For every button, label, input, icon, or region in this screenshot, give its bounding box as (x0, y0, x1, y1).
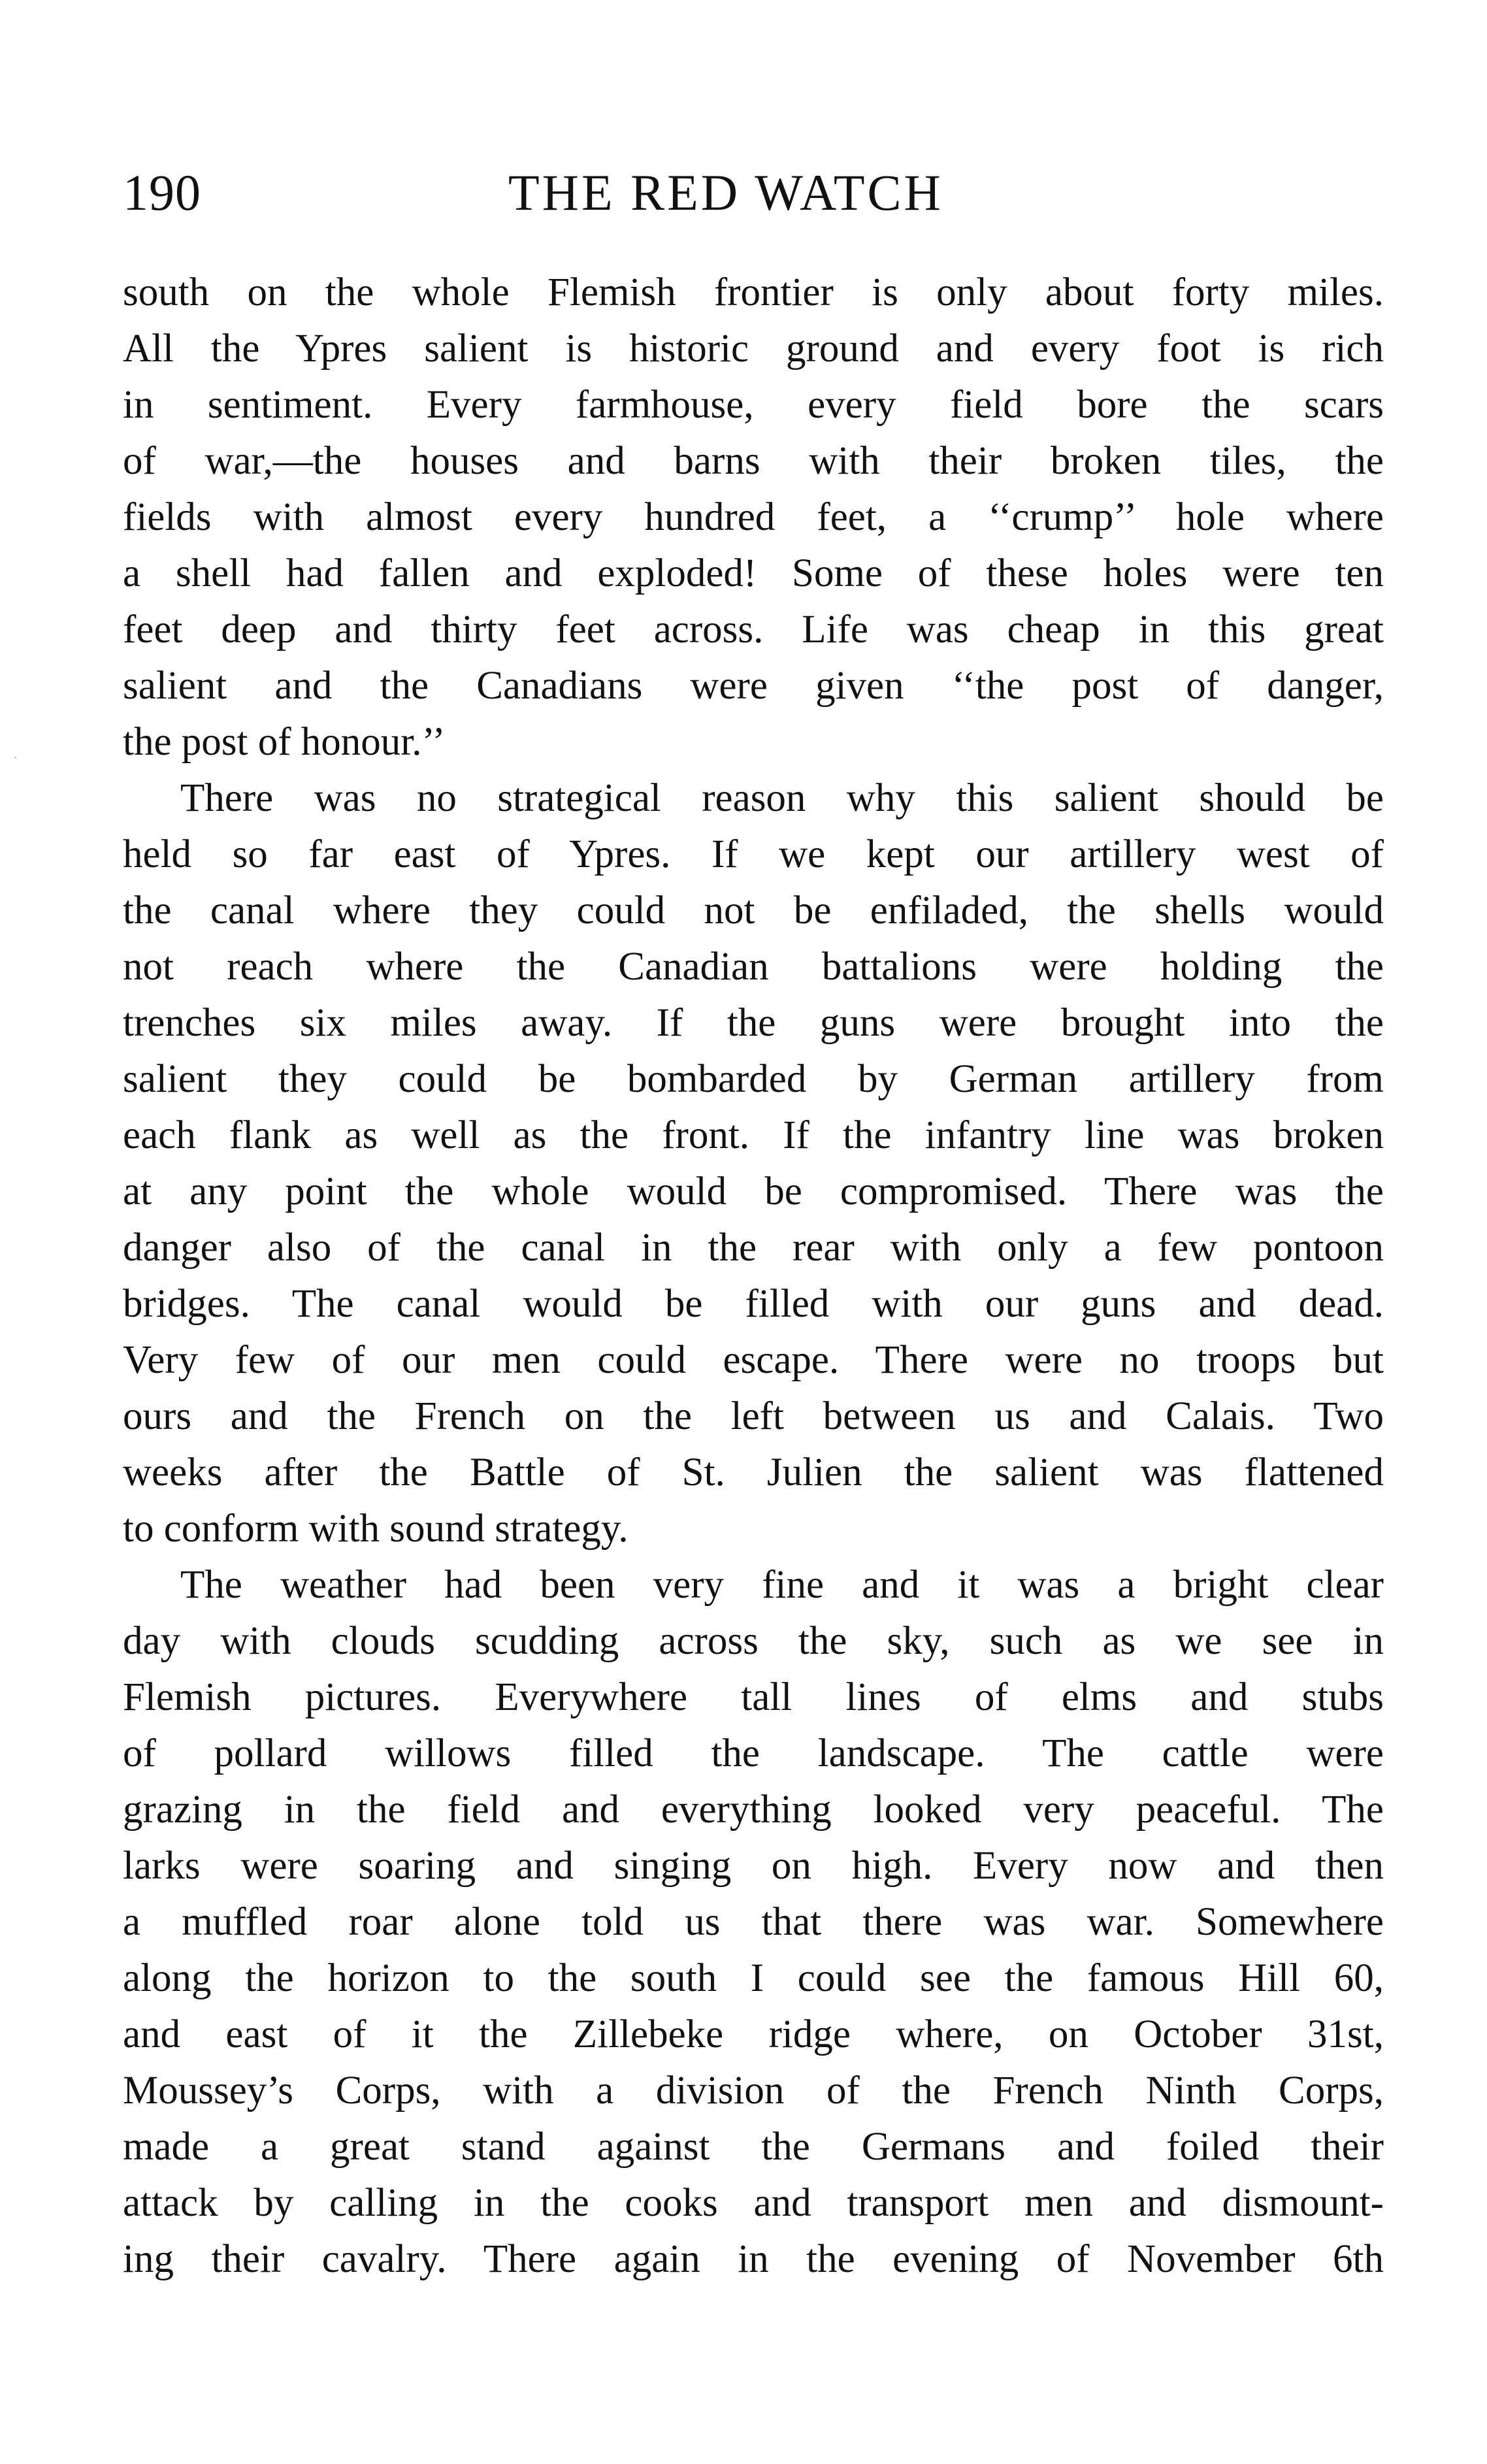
text-line: a shell had fallen and exploded! Some of these holes were ten (123, 551, 1384, 595)
text-line: not reach where the Canadian battalions were holding the (123, 945, 1384, 989)
paragraph-1 (123, 265, 1384, 770)
text-line: attack by calling in the cooks and transport men and dismount- (123, 2181, 1384, 2225)
text-line: feet deep and thirty feet across. Life was cheap in this great (123, 608, 1384, 651)
text-line: day with clouds scudding across the sky, such as we see in (123, 1619, 1384, 1663)
text-line: of war,—the houses and barns with their broken tiles, the (123, 439, 1384, 483)
text-line: ours and the French on the left between us and Calais. Two (123, 1394, 1384, 1438)
text-line: fields with almost every hundred feet, a ‘‘crump’’ hole where (123, 495, 1384, 539)
text-line: danger also of the canal in the rear with only a few pontoon (123, 1226, 1384, 1270)
text-line: Flemish pictures. Everywhere tall lines of elms and stubs (123, 1675, 1384, 1719)
text-line: the post of honour.’’ (123, 720, 446, 764)
text-line: and east of it the Zillebeke ridge where, on October 31st, (123, 2012, 1384, 2056)
text-line: larks were soaring and singing on high. Every now and then (123, 1844, 1384, 1888)
running-head: THE RED WATCH (508, 164, 943, 221)
text-line: There was no strategical reason why this salient should be (180, 776, 1384, 820)
text-line: south on the whole Flemish frontier is only about forty miles. (123, 271, 1384, 314)
body-text (123, 265, 1384, 2288)
text-line: Very few of our men could escape. There were no troops but (123, 1338, 1384, 1382)
text-line: of pollard willows filled the landscape. The cattle were (123, 1732, 1384, 1775)
text-line: grazing in the field and everything looked very peaceful. The (123, 1788, 1384, 1832)
text-line: in sentiment. Every farmhouse, every field bore the scars (123, 383, 1384, 427)
margin-speck (14, 757, 16, 759)
paragraph-3 (123, 1557, 1384, 2288)
text-line: salient and the Canadians were given ‘‘the post of danger, (123, 664, 1384, 708)
page-number: 190 (123, 164, 201, 221)
text-line: bridges. The canal would be filled with our guns and dead. (123, 1282, 1384, 1326)
text-line: a muffled roar alone told us that there was war. Somewhere (123, 1900, 1384, 1944)
text-line: ing their cavalry. There again in the evening of November 6th (123, 2237, 1384, 2281)
text-line: trenches six miles away. If the guns were brought into the (123, 1001, 1384, 1045)
text-line: salient they could be bombarded by German artillery from (123, 1057, 1384, 1101)
text-line: along the horizon to the south I could see the famous Hill 60, (123, 1956, 1384, 2000)
text-line: held so far east of Ypres. If we kept our artillery west of (123, 832, 1384, 876)
text-line: at any point the whole would be compromised. There was the (123, 1170, 1384, 1213)
text-line: All the Ypres salient is historic ground and every foot is rich (123, 327, 1384, 370)
text-line: Moussey’s Corps, with a division of the French Ninth Corps, (123, 2069, 1384, 2112)
text-line: to conform with sound strategy. (123, 1507, 629, 1551)
paragraph-2 (123, 770, 1384, 1557)
text-line: weeks after the Battle of St. Julien the salient was flattened (123, 1451, 1384, 1494)
text-line: each flank as well as the front. If the infantry line was broken (123, 1113, 1384, 1157)
text-line: The weather had been very fine and it was a bright clear (180, 1563, 1384, 1607)
page-header (123, 157, 1384, 229)
text-line: the canal where they could not be enfiladed, the shells would (123, 889, 1384, 932)
text-line: made a great stand against the Germans and foiled their (123, 2125, 1384, 2169)
